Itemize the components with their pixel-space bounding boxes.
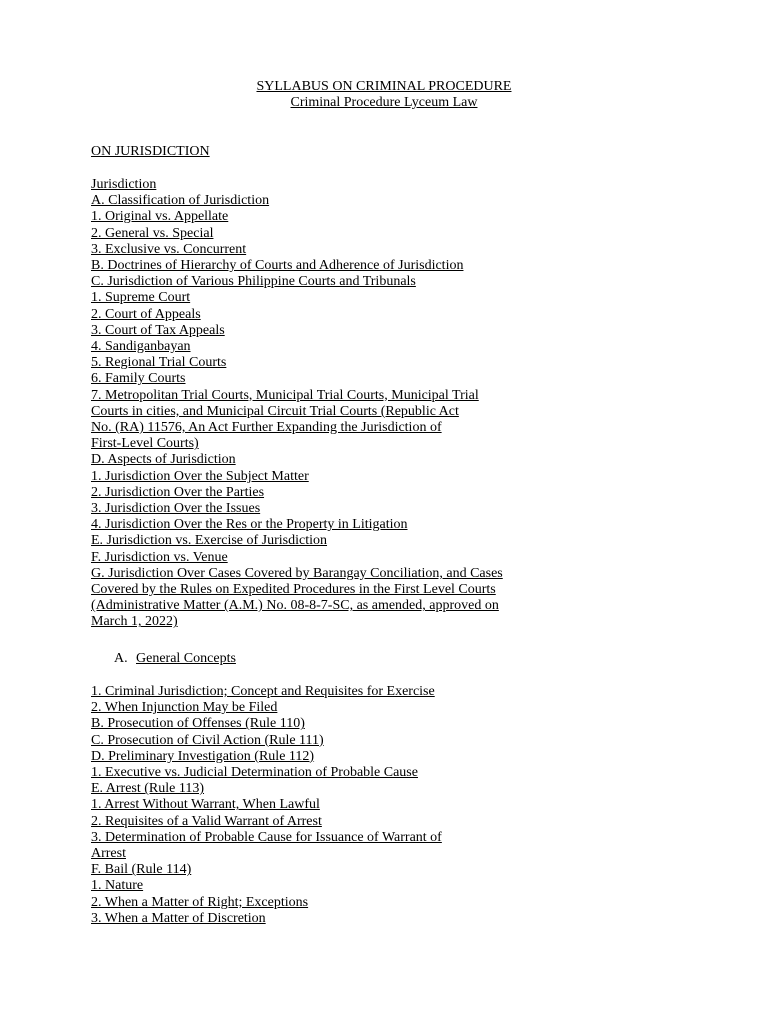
outline-line: 2. Jurisdiction Over the Parties bbox=[91, 484, 265, 500]
outline-line: Arrest bbox=[91, 846, 126, 862]
outline-line: Covered by the Rules on Expedited Procedures in the First Level Courts bbox=[91, 582, 496, 598]
outline-line: 2. When Injunction May be Filed bbox=[91, 700, 278, 716]
outline-line: F. Bail (Rule 114) bbox=[91, 862, 192, 878]
outline-line: 2. When a Matter of Right; Exceptions bbox=[91, 894, 309, 910]
outline-line: 2. Requisites of a Valid Warrant of Arrest bbox=[91, 813, 322, 829]
outline-line: Courts in cities, and Municipal Circuit Trial Courts (Republic Act bbox=[91, 403, 459, 419]
subsection-title: General Concepts bbox=[136, 651, 236, 666]
outline-line: 3. Court of Tax Appeals bbox=[91, 322, 225, 338]
general-concepts-outline bbox=[91, 684, 581, 927]
outline-line: 6. Family Courts bbox=[91, 371, 186, 387]
jurisdiction-outline bbox=[91, 177, 581, 631]
subsection-general-concepts bbox=[114, 651, 236, 667]
outline-line: 3. Jurisdiction Over the Issues bbox=[91, 501, 261, 517]
outline-line: G. Jurisdiction Over Cases Covered by Barangay Conciliation, and Cases bbox=[91, 565, 503, 581]
outline-line: 3. Exclusive vs. Concurrent bbox=[91, 241, 247, 257]
outline-line: No. (RA) 11576, An Act Further Expanding the Jurisdiction of bbox=[91, 420, 442, 436]
document-header bbox=[0, 79, 768, 111]
outline-line: 7. Metropolitan Trial Courts, Municipal Trial Courts, Municipal Trial bbox=[91, 387, 479, 403]
outline-line: 1. Criminal Jurisdiction; Concept and Requisites for Exercise bbox=[91, 684, 435, 699]
outline-line: 4. Jurisdiction Over the Res or the Property in Litigation bbox=[91, 517, 408, 533]
outline-line: (Administrative Matter (A.M.) No. 08-8-7-SC, as amended, approved on bbox=[91, 598, 499, 614]
outline-line: C. Prosecution of Civil Action (Rule 111) bbox=[91, 732, 324, 748]
outline-line: 4. Sandiganbayan bbox=[91, 339, 191, 355]
subsection-marker: A. bbox=[114, 651, 128, 666]
outline-line: B. Prosecution of Offenses (Rule 110) bbox=[91, 716, 305, 732]
outline-line: C. Jurisdiction of Various Philippine Courts and Tribunals bbox=[91, 274, 416, 290]
section-heading: ON JURISDICTION bbox=[91, 144, 210, 159]
outline-line: 5. Regional Trial Courts bbox=[91, 355, 227, 371]
outline-line: 3. Determination of Probable Cause for Issuance of Warrant of bbox=[91, 829, 442, 845]
outline-line: 1. Arrest Without Warrant, When Lawful bbox=[91, 797, 320, 813]
outline-line: A. Classification of Jurisdiction bbox=[91, 193, 270, 209]
outline-line: F. Jurisdiction vs. Venue bbox=[91, 549, 228, 565]
outline-line: 1. Original vs. Appellate bbox=[91, 209, 229, 225]
outline-line: 2. Court of Appeals bbox=[91, 306, 201, 322]
outline-line: Jurisdiction bbox=[91, 177, 157, 192]
outline-line: 1. Jurisdiction Over the Subject Matter bbox=[91, 468, 309, 484]
document-subtitle: Criminal Procedure Lyceum Law bbox=[290, 95, 478, 111]
outline-line: E. Arrest (Rule 113) bbox=[91, 781, 205, 797]
outline-line: 3. When a Matter of Discretion bbox=[91, 910, 266, 926]
document-title: SYLLABUS ON CRIMINAL PROCEDURE bbox=[256, 79, 512, 94]
outline-line: 1. Executive vs. Judicial Determination of Probable Cause bbox=[91, 765, 418, 781]
outline-line: 2. General vs. Special bbox=[91, 225, 214, 241]
outline-line: E. Jurisdiction vs. Exercise of Jurisdiction bbox=[91, 533, 328, 549]
outline-line: B. Doctrines of Hierarchy of Courts and Adherence of Jurisdiction bbox=[91, 258, 464, 274]
outline-line: D. Preliminary Investigation (Rule 112) bbox=[91, 748, 315, 764]
outline-line: 1. Supreme Court bbox=[91, 290, 191, 306]
outline-line: 1. Nature bbox=[91, 878, 144, 894]
outline-line: March 1, 2022) bbox=[91, 614, 178, 630]
outline-line: D. Aspects of Jurisdiction bbox=[91, 452, 236, 468]
outline-line: First-Level Courts) bbox=[91, 436, 199, 452]
